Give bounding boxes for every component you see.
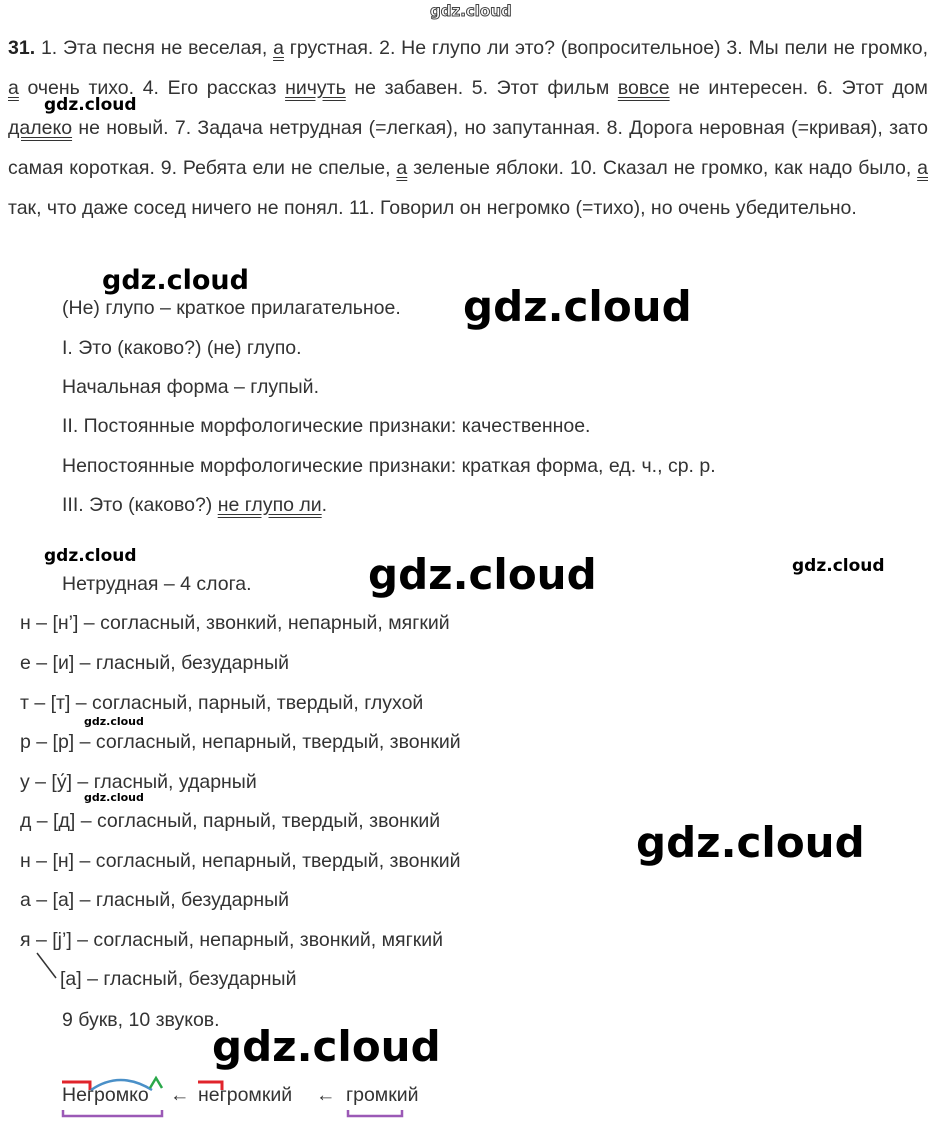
text-segment: не новый. 7. Задача нетрудная (=легкая), но запутанная. 8. Дорога неровная (=кривая), зато самая короткая. 9. Ребята ели не спелые, xyxy=(8,117,928,179)
phonetic-row: т – [т] – согласный, парный, твердый, глухой xyxy=(20,692,424,714)
arrow-icon: ← xyxy=(170,1084,190,1106)
text-segment: III. Это (каково?) xyxy=(62,494,218,516)
phonetic-row: д – [д] – согласный, парный, твердый, звонкий xyxy=(20,810,441,832)
underlined-conjunction: а xyxy=(396,157,408,179)
text-segment: . xyxy=(321,494,328,516)
phonetic-title: Нетрудная – 4 слога. xyxy=(62,573,252,595)
underlined-conjunction: а xyxy=(917,157,928,179)
word-intermediate: негромкий xyxy=(198,1084,293,1106)
task-paragraph xyxy=(8,28,928,228)
watermark: gdz.cloud xyxy=(102,265,249,296)
arrow-icon: ← xyxy=(316,1084,336,1106)
phonetic-row: я – [j’] – согласный, непарный, звонкий, мягкий xyxy=(20,929,444,951)
morph-line xyxy=(62,494,327,517)
text-segment: 1. Эта песня не веселая, xyxy=(40,37,274,59)
text-segment: не интересен. 6. Этот дом xyxy=(669,77,928,99)
underlined-word: далеко xyxy=(8,117,73,139)
underlined-conjunction: а xyxy=(8,77,19,99)
underlined-word: ничуть xyxy=(285,77,346,99)
watermark-top: gdz.cloud xyxy=(430,2,512,20)
task-number: 31. xyxy=(8,37,36,59)
text-segment: так, что даже сосед ничего не понял. 11. Говорил он негромко (=тихо), но очень убедительно. xyxy=(8,197,857,219)
watermark: gdz.cloud xyxy=(44,95,137,115)
morph-line: (Не) глупо – краткое прилагательное. xyxy=(62,297,401,319)
text-segment: грустная. 2. Не глупо ли это? (вопросительное) 3. Мы пели не громко, xyxy=(283,37,929,59)
underlined-word: вовсе xyxy=(617,77,670,99)
watermark: gdz.cloud xyxy=(792,556,885,576)
morph-line: I. Это (каково?) (не) глупо. xyxy=(62,337,302,359)
watermark: gdz.cloud xyxy=(368,550,597,599)
watermark: gdz.cloud xyxy=(463,282,692,331)
text-segment: не забавен. 5. Этот фильм xyxy=(345,77,618,99)
text-segment: очень тихо. 4. Его рассказ xyxy=(18,77,286,99)
phonetic-row: н – [н] – согласный, непарный, твердый, звонкий xyxy=(20,850,461,872)
morph-line: Начальная форма – глупый. xyxy=(62,376,319,398)
phonetic-row: е – [и] – гласный, безударный xyxy=(20,652,290,674)
phonetic-extra-sound: [а] – гласный, безударный xyxy=(60,968,297,990)
phonetic-row: а – [а] – гласный, безударный xyxy=(20,889,289,911)
phonetic-row: н – [н’] – согласный, звонкий, непарный, мягкий xyxy=(20,612,450,634)
watermark: gdz.cloud xyxy=(636,818,865,867)
split-line-icon xyxy=(34,950,60,982)
underlined-conjunction: а xyxy=(273,37,284,59)
watermark: gdz.cloud xyxy=(44,546,137,566)
watermark: gdz.cloud xyxy=(212,1022,441,1071)
word-base: громкий xyxy=(346,1084,419,1106)
phonetic-row: у – [у́] – гласный, ударный xyxy=(20,771,257,793)
phonetic-summary: 9 букв, 10 звуков. xyxy=(62,1009,220,1031)
morph-line: II. Постоянные морфологические признаки: качественное. xyxy=(62,415,591,437)
watermark: gdz.cloud xyxy=(84,791,144,804)
watermark: gdz.cloud xyxy=(84,715,144,728)
underlined-predicate: не глупо ли xyxy=(217,494,322,516)
text-segment: зеленые яблоки. 10. Сказал не громко, как надо было, xyxy=(407,157,918,179)
phonetic-row: р – [р] – согласный, непарный, твердый, звонкий xyxy=(20,731,461,753)
word-derived: Негромко xyxy=(62,1084,149,1106)
morph-line: Непостоянные морфологические признаки: краткая форма, ед. ч., ср. р. xyxy=(62,455,716,477)
